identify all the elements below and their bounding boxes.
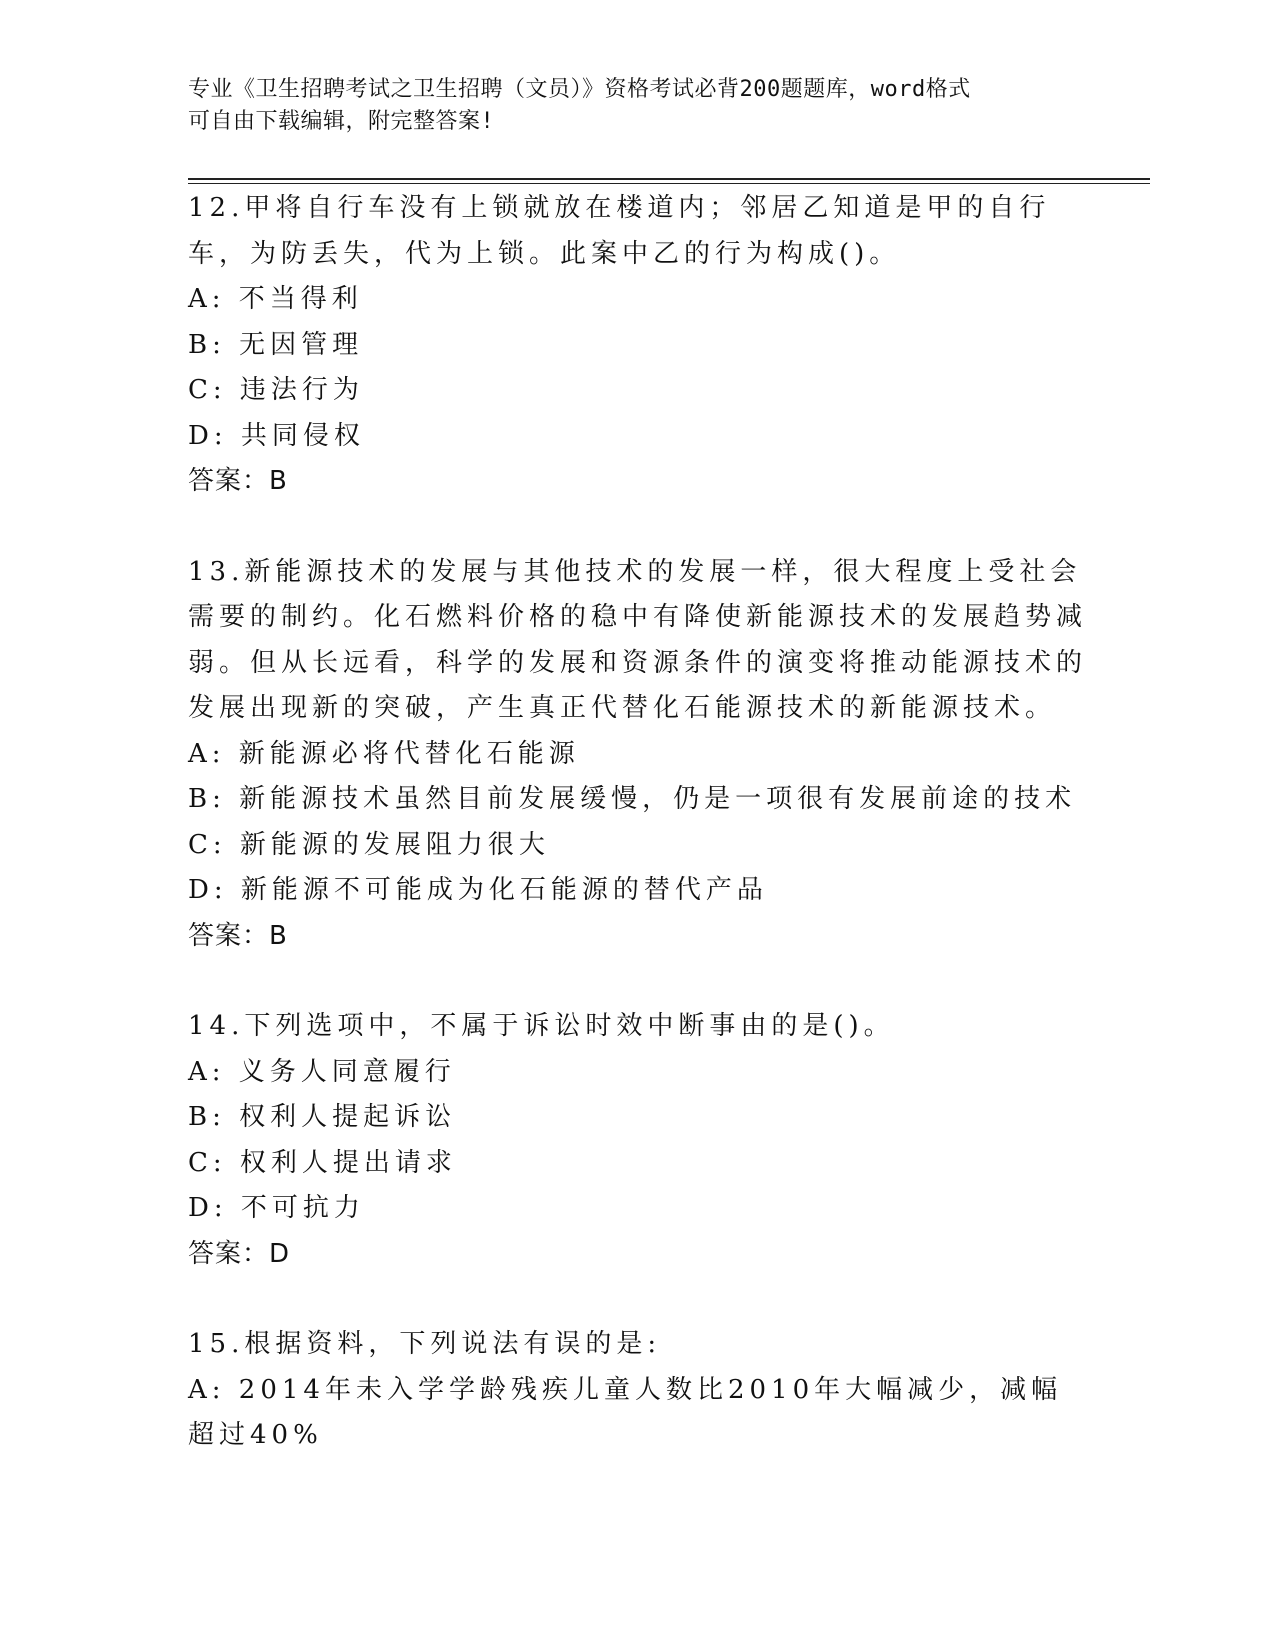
answer-label: 答案：D bbox=[188, 1238, 291, 1269]
option-d: D: 新能源不可能成为化石能源的替代产品 bbox=[188, 875, 768, 905]
question-15 bbox=[188, 1322, 1088, 1459]
question-text: 12.甲将自行车没有上锁就放在楼道内；邻居乙知道是甲的自行车，为防丢失，代为上锁。此案中乙的行为构成()。 bbox=[188, 193, 1051, 269]
header-divider-thick bbox=[188, 178, 1150, 180]
option-b: B: 无因管理 bbox=[188, 329, 364, 360]
option-c: C: 新能源的发展阻力很大 bbox=[188, 829, 550, 860]
answer-label: 答案：B bbox=[188, 920, 288, 951]
option-a: A: 新能源必将代替化石能源 bbox=[188, 738, 580, 769]
question-text: 13.新能源技术的发展与其他技术的发展一样，很大程度上受社会需要的制约。化石燃料价格的稳中有降使新能源技术的发展趋势减弱。但从长远看，科学的发展和资源条件的演变将推动能源技术的发展出现新的突破，产生真正代替化石能源技术的新能源技术。 bbox=[188, 556, 1088, 723]
question-text: 14.下列选项中，不属于诉讼时效中断事由的是()。 bbox=[188, 1011, 895, 1041]
option-b: B: 权利人提起诉讼 bbox=[188, 1102, 457, 1132]
header-line-2: 可自由下载编辑，附完整答案! bbox=[188, 109, 495, 134]
document-header bbox=[188, 74, 1088, 138]
question-list bbox=[188, 186, 1088, 1459]
header-line-1: 专业《卫生招聘考试之卫生招聘（文员）》资格考试必背200题题库，word格式 bbox=[188, 77, 971, 102]
option-b: B: 新能源技术虽然目前发展缓慢，仍是一项很有发展前途的技术 bbox=[188, 784, 1077, 814]
answer-label: 答案：B bbox=[188, 466, 288, 496]
option-d: D: 共同侵权 bbox=[188, 420, 365, 451]
question-13 bbox=[188, 550, 1088, 960]
question-12 bbox=[188, 186, 1088, 505]
question-14 bbox=[188, 1004, 1088, 1277]
option-a: A: 义务人同意履行 bbox=[188, 1056, 456, 1087]
header-divider-thin bbox=[188, 183, 1150, 184]
option-d: D: 不可抗力 bbox=[188, 1193, 365, 1223]
option-a: A: 2014年未入学学龄残疾儿童人数比2010年大幅减少，减幅超过40% bbox=[188, 1374, 1063, 1450]
option-c: C: 违法行为 bbox=[188, 375, 364, 405]
question-text: 15.根据资料，下列说法有误的是: bbox=[188, 1329, 662, 1359]
option-a: A: 不当得利 bbox=[188, 284, 363, 314]
option-c: C: 权利人提出请求 bbox=[188, 1147, 457, 1178]
